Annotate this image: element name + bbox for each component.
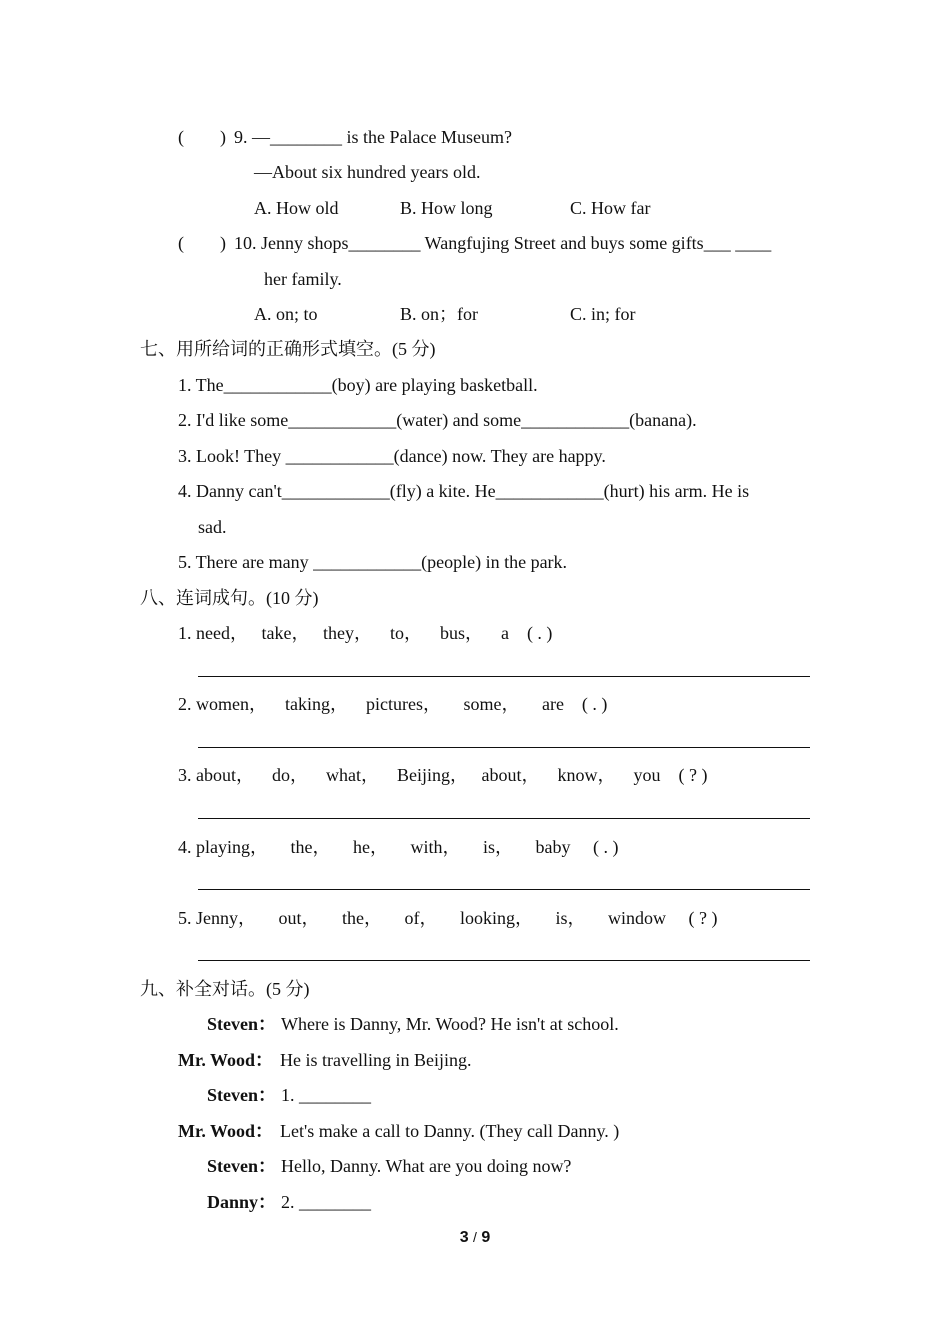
- dialog-text: Where is Danny, Mr. Wood? He isn't at school.: [281, 1014, 619, 1034]
- sec8-item-2: 2. women， taking， pictures， some， are ( . ): [178, 694, 608, 714]
- dialog-speaker: Steven：: [207, 1156, 276, 1176]
- sec7-item-4: 4. Danny can't____________(fly) a kite. He____________(hurt) his arm. He is: [178, 481, 750, 501]
- sec7-item-1: 1. The____________(boy) are playing basketball.: [178, 375, 538, 395]
- sec7-item-5: 5. There are many ____________(people) in the park.: [178, 552, 568, 572]
- sec7-item-2: 2. I'd like some____________(water) and some____________(banana).: [178, 410, 697, 430]
- dialog-blank-1[interactable]: 1. ________: [281, 1085, 371, 1105]
- answer-line-1[interactable]: [198, 676, 810, 677]
- dialog-text: Let's make a call to Danny. (They call Danny. ): [280, 1121, 620, 1141]
- sec8-item-4: 4. playing， the， he， with， is， baby ( . ): [178, 837, 619, 857]
- answer-line-3[interactable]: [198, 818, 810, 819]
- dialog-speaker: Mr. Wood：: [178, 1050, 274, 1070]
- section-8-heading: 八、连词成句。(10 分): [140, 588, 319, 608]
- q10-option-c: C. in; for: [570, 304, 636, 324]
- dialog-speaker: Danny：: [207, 1192, 277, 1212]
- q9-option-a: A. How old: [254, 198, 339, 218]
- dialog-text: He is travelling in Beijing.: [280, 1050, 472, 1070]
- q10-option-b: B. on；for: [400, 304, 478, 324]
- page-separator: /: [473, 1229, 477, 1245]
- dialog-text: Hello, Danny. What are you doing now?: [281, 1156, 572, 1176]
- page-number: [0, 1229, 950, 1247]
- answer-line-4[interactable]: [198, 889, 810, 890]
- q10-option-a: A. on; to: [254, 304, 318, 324]
- sec8-item-5: 5. Jenny， out， the， of， looking， is， window ( ? ): [178, 908, 718, 928]
- answer-line-5[interactable]: [198, 960, 810, 961]
- answer-line-2[interactable]: [198, 747, 810, 748]
- sec7-item-3: 3. Look! They ____________(dance) now. They are happy.: [178, 446, 606, 466]
- dialog-speaker: Steven：: [207, 1014, 276, 1034]
- section-9-heading: 九、补全对话。(5 分): [140, 979, 310, 999]
- q10-paren: ( ): [178, 233, 226, 253]
- q9-option-b: B. How long: [400, 198, 493, 218]
- q9-paren: ( ): [178, 127, 226, 147]
- page-current: 3: [459, 1229, 469, 1246]
- sec7-item-4-cont: sad.: [198, 517, 227, 537]
- dialog-speaker: Mr. Wood：: [178, 1121, 274, 1141]
- section-7-heading: 七、用所给词的正确形式填空。(5 分): [140, 339, 436, 359]
- q10-text: 10. Jenny shops________ Wangfujing Street and buys some gifts___ ____: [234, 233, 772, 253]
- sec8-item-3: 3. about， do， what， Beijing， about， know， you ( ? ): [178, 765, 708, 785]
- q9-option-c: C. How far: [570, 198, 651, 218]
- dialog-speaker: Steven：: [207, 1085, 276, 1105]
- q9-text: 9. —________ is the Palace Museum?: [234, 127, 512, 147]
- q9-reply: —About six hundred years old.: [254, 162, 481, 182]
- page-total: 9: [481, 1229, 491, 1246]
- q10-continuation: her family.: [264, 269, 342, 289]
- sec8-item-1: 1. need， take， they， to， bus， a ( . ): [178, 623, 553, 643]
- dialog-blank-2[interactable]: 2. ________: [281, 1192, 371, 1212]
